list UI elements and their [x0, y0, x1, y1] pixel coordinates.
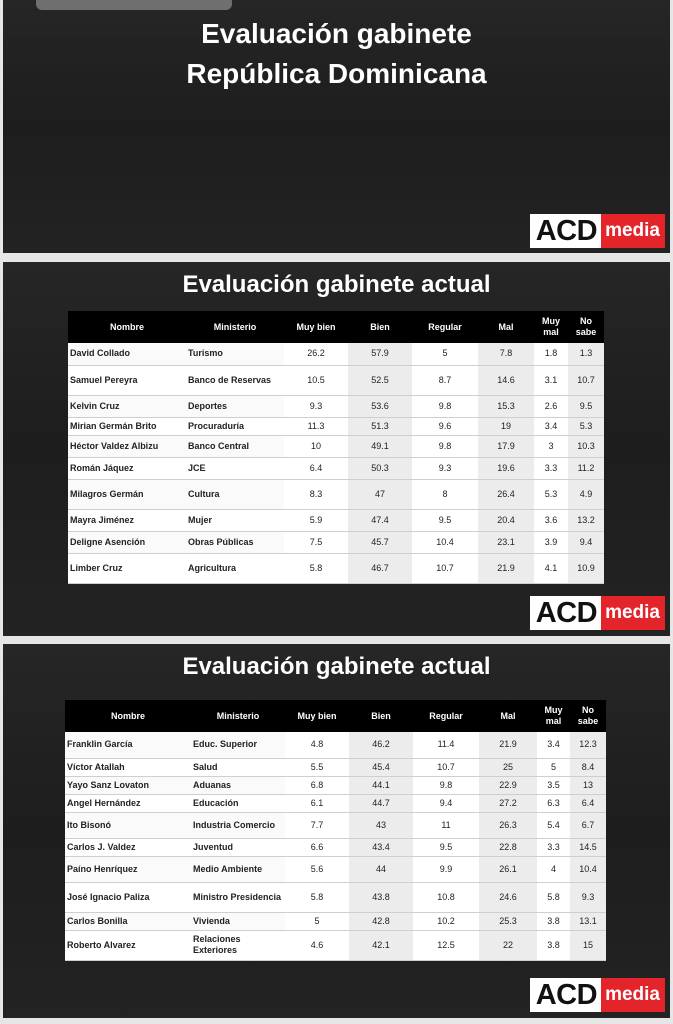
cell-muy-bien: 5	[285, 912, 349, 930]
cell-nombre: Milagros Germán	[68, 479, 186, 509]
cell-no-sabe: 10.3	[568, 435, 604, 457]
cell-muy-mal: 5.8	[537, 882, 570, 912]
cell-bien: 50.3	[348, 457, 412, 479]
table-row	[68, 479, 604, 509]
cell-regular: 10.7	[413, 758, 479, 776]
logo-media-text: media	[601, 596, 665, 630]
cell-ministerio: Obras Públicas	[186, 531, 284, 553]
slide-title: Evaluación gabinete actual	[182, 271, 491, 298]
cell-ministerio: Banco Central	[186, 435, 284, 457]
cell-muy-mal: 3.4	[537, 732, 570, 758]
cell-mal: 21.9	[478, 553, 534, 583]
logo-acd-text: ACD	[530, 596, 601, 630]
table-row	[68, 531, 604, 553]
cell-ministerio: Relaciones Exteriores	[191, 930, 285, 960]
cell-muy-mal: 5	[537, 758, 570, 776]
cell-mal: 25.3	[479, 912, 537, 930]
cell-bien: 45.4	[349, 758, 413, 776]
cell-bien: 44.1	[349, 776, 413, 794]
table-row	[65, 912, 606, 930]
cell-bien: 47.4	[348, 509, 412, 531]
cell-muy-bien: 4.6	[285, 930, 349, 960]
cell-muy-mal: 1.8	[534, 343, 568, 365]
cell-regular: 9.8	[413, 776, 479, 794]
header-ministerio: Ministerio	[186, 311, 284, 343]
cell-muy-mal: 4.1	[534, 553, 568, 583]
cell-nombre: Deligne Asención	[68, 531, 186, 553]
table-row	[65, 930, 606, 960]
cell-bien: 43.8	[349, 882, 413, 912]
table-row	[65, 758, 606, 776]
cell-mal: 22.8	[479, 838, 537, 856]
table-row	[65, 882, 606, 912]
cell-muy-bien: 10.5	[284, 365, 348, 395]
cell-no-sabe: 14.5	[570, 838, 606, 856]
cell-muy-bien: 5.6	[285, 856, 349, 882]
cell-muy-mal: 3.8	[537, 912, 570, 930]
cell-muy-mal: 3.3	[537, 838, 570, 856]
cell-muy-bien: 5.8	[285, 882, 349, 912]
cell-regular: 10.4	[412, 531, 478, 553]
cell-regular: 9.8	[412, 395, 478, 417]
cell-nombre: Héctor Valdez Albizu	[68, 435, 186, 457]
cell-bien: 43	[349, 812, 413, 838]
acd-media-logo	[530, 978, 665, 1012]
cell-bien: 47	[348, 479, 412, 509]
cell-mal: 26.4	[478, 479, 534, 509]
cell-no-sabe: 10.7	[568, 365, 604, 395]
table-body	[68, 343, 604, 583]
cell-muy-bien: 7.7	[285, 812, 349, 838]
cell-mal: 15.3	[478, 395, 534, 417]
cell-regular: 9.5	[413, 838, 479, 856]
cell-regular: 8.7	[412, 365, 478, 395]
cell-no-sabe: 10.4	[570, 856, 606, 882]
cell-muy-mal: 3.3	[534, 457, 568, 479]
cell-no-sabe: 13.1	[570, 912, 606, 930]
cell-muy-mal: 3.5	[537, 776, 570, 794]
cell-ministerio: Vivienda	[191, 912, 285, 930]
cell-mal: 26.3	[479, 812, 537, 838]
cell-muy-mal: 3	[534, 435, 568, 457]
cell-no-sabe: 1.3	[568, 343, 604, 365]
cell-ministerio: Agricultura	[186, 553, 284, 583]
cell-nombre: Carlos Bonilla	[65, 912, 191, 930]
cell-regular: 10.7	[412, 553, 478, 583]
cell-no-sabe: 9.3	[570, 882, 606, 912]
cell-no-sabe: 9.5	[568, 395, 604, 417]
table-row	[68, 343, 604, 365]
cell-nombre: Paíno Henríquez	[65, 856, 191, 882]
cell-bien: 49.1	[348, 435, 412, 457]
logo-media-text: media	[601, 214, 665, 248]
cell-muy-mal: 5.4	[537, 812, 570, 838]
header-nombre: Nombre	[68, 311, 186, 343]
cell-mal: 14.6	[478, 365, 534, 395]
header-regular: Regular	[413, 700, 479, 732]
cell-ministerio: Procuraduría	[186, 417, 284, 435]
cell-ministerio: JCE	[186, 457, 284, 479]
cell-regular: 8	[412, 479, 478, 509]
cell-nombre: Angel Hernández	[65, 794, 191, 812]
header-no-sabe: No sabe	[570, 700, 606, 732]
header-regular: Regular	[412, 311, 478, 343]
cell-bien: 42.8	[349, 912, 413, 930]
cell-nombre: Roberto Alvarez	[65, 930, 191, 960]
table-row	[65, 838, 606, 856]
cover-slide	[3, 0, 670, 253]
cell-mal: 22.9	[479, 776, 537, 794]
table-row	[68, 509, 604, 531]
cell-ministerio: Salud	[191, 758, 285, 776]
cell-no-sabe: 12.3	[570, 732, 606, 758]
cell-no-sabe: 6.7	[570, 812, 606, 838]
cell-nombre: Víctor Atallah	[65, 758, 191, 776]
cover-title-line2: República Dominicana	[186, 58, 487, 89]
cell-regular: 10.8	[413, 882, 479, 912]
slide-table-2	[3, 644, 670, 1018]
acd-media-logo	[530, 214, 665, 248]
table-row	[68, 457, 604, 479]
header-bien: Bien	[348, 311, 412, 343]
cell-bien: 53.6	[348, 395, 412, 417]
cell-no-sabe: 10.9	[568, 553, 604, 583]
cell-no-sabe: 5.3	[568, 417, 604, 435]
cell-nombre: Yayo Sanz Lovaton	[65, 776, 191, 794]
table-row	[65, 812, 606, 838]
cell-nombre: Ito Bisonó	[65, 812, 191, 838]
table-header-row	[65, 700, 606, 732]
cell-ministerio: Educ. Superior	[191, 732, 285, 758]
cell-muy-mal: 3.9	[534, 531, 568, 553]
cell-ministerio: Industria Comercio	[191, 812, 285, 838]
cell-no-sabe: 11.2	[568, 457, 604, 479]
cell-muy-mal: 3.6	[534, 509, 568, 531]
cell-bien: 51.3	[348, 417, 412, 435]
cell-muy-bien: 5.5	[285, 758, 349, 776]
cell-no-sabe: 9.4	[568, 531, 604, 553]
cell-muy-bien: 10	[284, 435, 348, 457]
cell-no-sabe: 13.2	[568, 509, 604, 531]
cell-muy-bien: 6.1	[285, 794, 349, 812]
logo-acd-text: ACD	[530, 214, 601, 248]
evaluation-table	[65, 700, 606, 961]
cell-muy-mal: 3.8	[537, 930, 570, 960]
table-row	[65, 794, 606, 812]
cell-nombre: Román Jáquez	[68, 457, 186, 479]
cell-nombre: Carlos J. Valdez	[65, 838, 191, 856]
cell-mal: 20.4	[478, 509, 534, 531]
cell-ministerio: Juventud	[191, 838, 285, 856]
cell-muy-mal: 5.3	[534, 479, 568, 509]
table-row	[68, 553, 604, 583]
header-muy-mal: Muy mal	[534, 311, 568, 343]
cell-muy-bien: 5.9	[284, 509, 348, 531]
table-row	[68, 417, 604, 435]
cell-bien: 52.5	[348, 365, 412, 395]
header-ministerio: Ministerio	[191, 700, 285, 732]
header-muy-mal: Muy mal	[537, 700, 570, 732]
cell-no-sabe: 6.4	[570, 794, 606, 812]
cell-ministerio: Deportes	[186, 395, 284, 417]
cell-nombre: Kelvin Cruz	[68, 395, 186, 417]
cell-regular: 9.9	[413, 856, 479, 882]
slide-table-1	[3, 262, 670, 636]
cell-nombre: Mirian Germán Brito	[68, 417, 186, 435]
cell-muy-mal: 3.4	[534, 417, 568, 435]
table-header-row	[68, 311, 604, 343]
cell-ministerio: Educación	[191, 794, 285, 812]
cell-no-sabe: 13	[570, 776, 606, 794]
cell-mal: 19.6	[478, 457, 534, 479]
cell-nombre: José Ignacio Paliza	[65, 882, 191, 912]
cell-mal: 17.9	[478, 435, 534, 457]
logo-media-text: media	[601, 978, 665, 1012]
cell-regular: 9.4	[413, 794, 479, 812]
table-row	[68, 395, 604, 417]
cell-no-sabe: 4.9	[568, 479, 604, 509]
cell-mal: 7.8	[478, 343, 534, 365]
cell-muy-mal: 4	[537, 856, 570, 882]
header-nombre: Nombre	[65, 700, 191, 732]
cell-ministerio: Ministro Presidencia	[191, 882, 285, 912]
cell-bien: 45.7	[348, 531, 412, 553]
cell-muy-bien: 11.3	[284, 417, 348, 435]
cell-bien: 44.7	[349, 794, 413, 812]
cell-bien: 46.7	[348, 553, 412, 583]
cover-title-line1: Evaluación gabinete	[201, 18, 472, 49]
cell-muy-bien: 7.5	[284, 531, 348, 553]
header-muy-bien: Muy bien	[285, 700, 349, 732]
cell-muy-bien: 4.8	[285, 732, 349, 758]
top-tab-stub	[36, 0, 232, 10]
header-mal: Mal	[478, 311, 534, 343]
cell-nombre: Franklin García	[65, 732, 191, 758]
cell-ministerio: Mujer	[186, 509, 284, 531]
cell-muy-bien: 6.6	[285, 838, 349, 856]
cell-muy-mal: 2.6	[534, 395, 568, 417]
cell-muy-bien: 5.8	[284, 553, 348, 583]
cell-mal: 23.1	[478, 531, 534, 553]
header-mal: Mal	[479, 700, 537, 732]
cell-nombre: David Collado	[68, 343, 186, 365]
cell-regular: 9.6	[412, 417, 478, 435]
cell-bien: 43.4	[349, 838, 413, 856]
header-bien: Bien	[349, 700, 413, 732]
cell-ministerio: Turismo	[186, 343, 284, 365]
cell-muy-mal: 3.1	[534, 365, 568, 395]
cell-muy-bien: 6.8	[285, 776, 349, 794]
cell-mal: 22	[479, 930, 537, 960]
table-row	[65, 732, 606, 758]
cell-no-sabe: 8.4	[570, 758, 606, 776]
cell-mal: 19	[478, 417, 534, 435]
cell-regular: 11.4	[413, 732, 479, 758]
table-row	[68, 435, 604, 457]
cell-muy-bien: 26.2	[284, 343, 348, 365]
cell-mal: 21.9	[479, 732, 537, 758]
logo-acd-text: ACD	[530, 978, 601, 1012]
cell-ministerio: Banco de Reservas	[186, 365, 284, 395]
table-row	[65, 776, 606, 794]
cell-regular: 11	[413, 812, 479, 838]
cell-ministerio: Medio Ambiente	[191, 856, 285, 882]
cell-nombre: Samuel Pereyra	[68, 365, 186, 395]
cell-ministerio: Cultura	[186, 479, 284, 509]
cell-nombre: Limber Cruz	[68, 553, 186, 583]
cell-bien: 42.1	[349, 930, 413, 960]
cell-bien: 57.9	[348, 343, 412, 365]
evaluation-table	[68, 311, 604, 584]
cell-ministerio: Aduanas	[191, 776, 285, 794]
cell-regular: 9.8	[412, 435, 478, 457]
cell-regular: 9.5	[412, 509, 478, 531]
cell-muy-mal: 6.3	[537, 794, 570, 812]
cell-mal: 26.1	[479, 856, 537, 882]
cell-muy-bien: 9.3	[284, 395, 348, 417]
cell-mal: 24.6	[479, 882, 537, 912]
cell-regular: 5	[412, 343, 478, 365]
cell-muy-bien: 6.4	[284, 457, 348, 479]
cell-bien: 44	[349, 856, 413, 882]
cell-regular: 12.5	[413, 930, 479, 960]
table-row	[65, 856, 606, 882]
cell-bien: 46.2	[349, 732, 413, 758]
cell-regular: 10.2	[413, 912, 479, 930]
cell-no-sabe: 15	[570, 930, 606, 960]
cell-regular: 9.3	[412, 457, 478, 479]
table-body	[65, 732, 606, 960]
slide-title: Evaluación gabinete actual	[182, 653, 491, 680]
cell-mal: 25	[479, 758, 537, 776]
header-muy-bien: Muy bien	[284, 311, 348, 343]
cell-nombre: Mayra Jiménez	[68, 509, 186, 531]
cell-muy-bien: 8.3	[284, 479, 348, 509]
acd-media-logo	[530, 596, 665, 630]
table-row	[68, 365, 604, 395]
cell-mal: 27.2	[479, 794, 537, 812]
header-no-sabe: No sabe	[568, 311, 604, 343]
